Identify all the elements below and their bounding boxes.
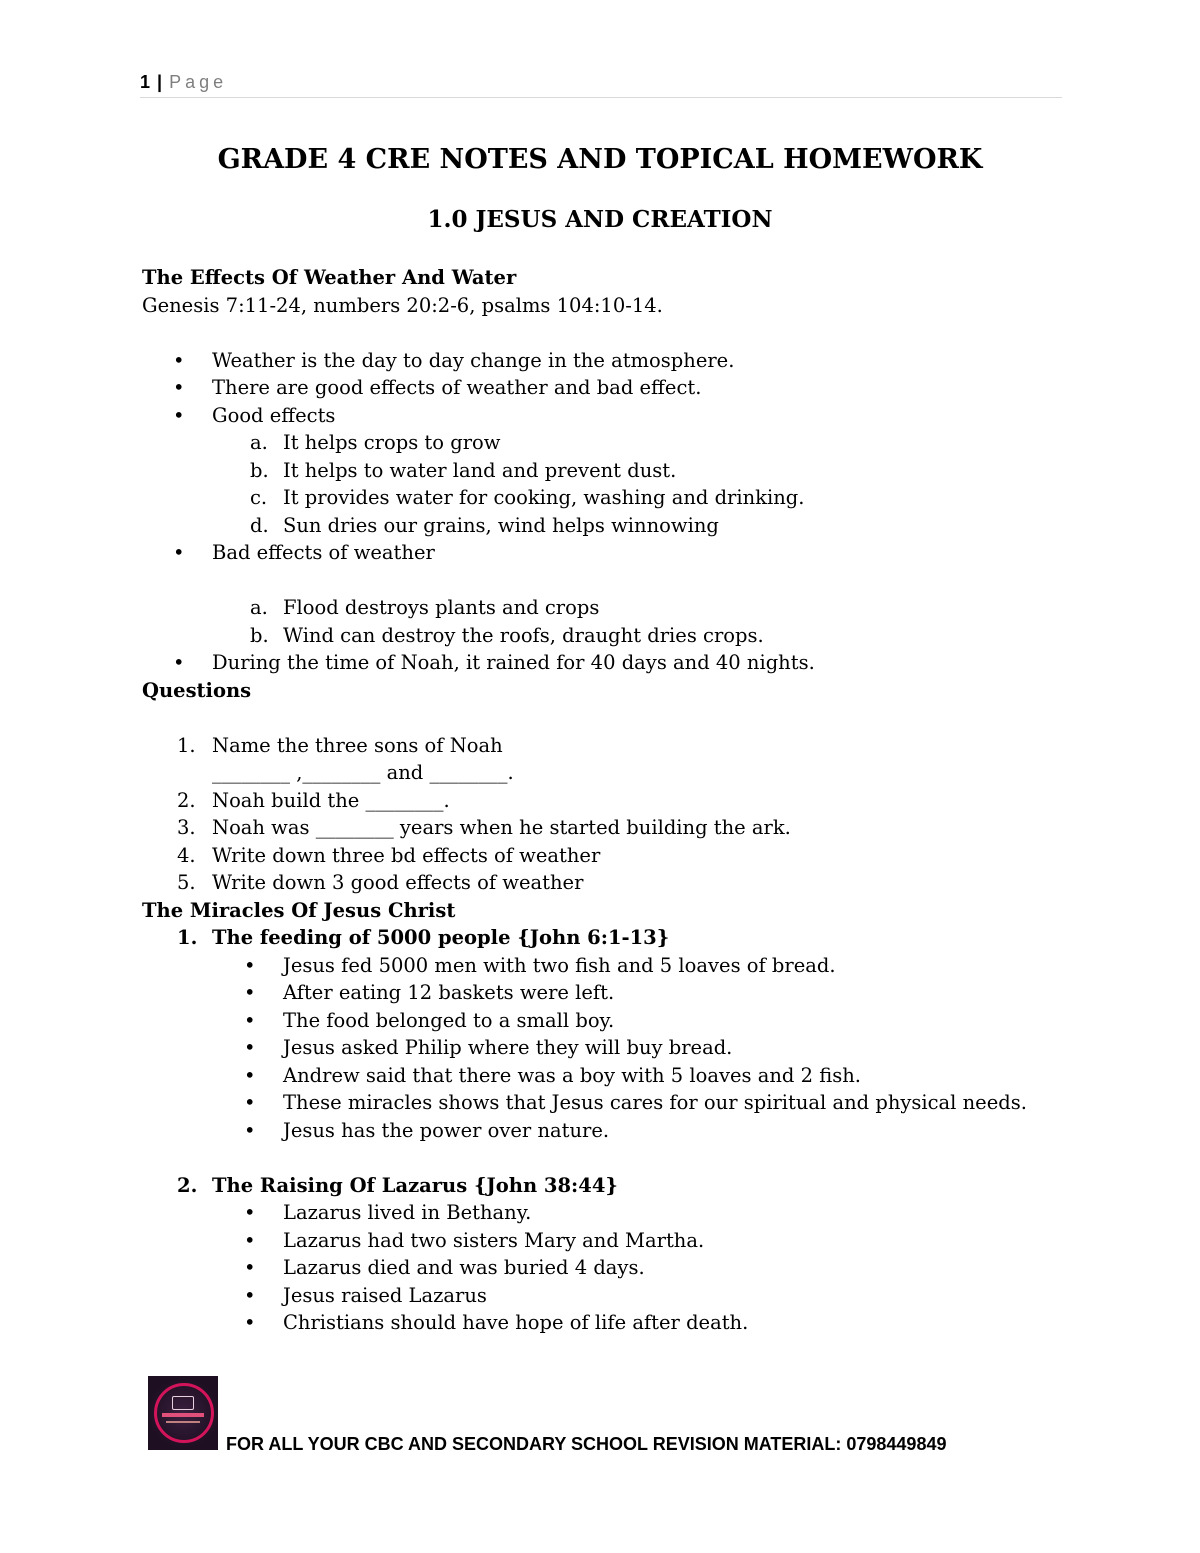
list-item: • Jesus raised Lazarus xyxy=(142,1282,1062,1310)
list-item: • These miracles shows that Jesus cares for our spiritual and physical needs. xyxy=(142,1089,1062,1117)
bad-effects-bullet xyxy=(142,539,1062,567)
list-item: c. It provides water for cooking, washing and drinking. xyxy=(250,486,805,509)
list-item: • Lazarus died and was buried 4 days. xyxy=(142,1254,1062,1282)
logo-banner xyxy=(162,1413,204,1417)
bullet-icon: • xyxy=(173,403,185,427)
bullet-icon: • xyxy=(244,1008,256,1032)
page-header xyxy=(140,72,1062,98)
bullet-icon: • xyxy=(244,1118,256,1142)
bullet-icon: • xyxy=(244,1036,256,1059)
list-item: • Jesus fed 5000 men with two fish and 5 loaves of bread. xyxy=(142,952,1062,980)
list-item: a. It helps crops to grow xyxy=(250,431,501,454)
bad-effects-list xyxy=(142,594,1062,649)
bible-reference: Genesis 7:11-24, numbers 20:2-6, psalms 104:10-14. xyxy=(142,293,663,317)
weather-bullet-list xyxy=(142,347,1062,430)
book-icon xyxy=(172,1396,194,1410)
list-item: 2. The Raising Of Lazarus {John 38:44} xyxy=(177,1173,618,1197)
bullet-icon: • xyxy=(244,981,256,1004)
bullet-icon: • xyxy=(244,1256,256,1279)
list-item: • Jesus asked Philip where they will buy bread. xyxy=(142,1034,1062,1062)
questions-heading: Questions xyxy=(142,678,252,702)
bullet-icon: • xyxy=(173,348,185,372)
list-item: • There are good effects of weather and bad effect. xyxy=(142,374,1062,402)
list-item: • Lazarus lived in Bethany. xyxy=(142,1199,1062,1227)
bullet-icon: • xyxy=(173,651,185,674)
good-effects-list xyxy=(142,429,1062,539)
list-item: b. It helps to water land and prevent dust. xyxy=(250,458,677,482)
page-separator: | xyxy=(157,72,163,92)
bullet-icon: • xyxy=(244,1311,256,1334)
list-item: • After eating 12 baskets were left. xyxy=(142,979,1062,1007)
list-item: a. Flood destroys plants and crops xyxy=(250,596,600,619)
questions-list xyxy=(142,732,1062,897)
section-heading-weather: The Effects Of Weather And Water xyxy=(142,266,517,289)
lazarus-heading xyxy=(142,1172,1062,1200)
bullet-icon: • xyxy=(173,376,185,399)
list-item: • Andrew said that there was a boy with 5 loaves and 2 fish. xyxy=(142,1062,1062,1090)
bullet-icon: • xyxy=(244,1228,256,1252)
list-item: b. Wind can destroy the roofs, draught dries crops. xyxy=(250,623,764,647)
page-footer xyxy=(148,1376,1068,1452)
list-item: 5. Write down 3 good effects of weather xyxy=(177,871,584,894)
footer-text: FOR ALL YOUR CBC AND SECONDARY SCHOOL REVISION MATERIAL: 0798449849 xyxy=(226,1434,947,1454)
list-item: • The food belonged to a small boy. xyxy=(142,1007,1062,1035)
list-item: 1. The feeding of 5000 people {John 6:1-13} xyxy=(177,926,670,949)
list-item: • Jesus has the power over nature. xyxy=(142,1117,1062,1145)
document-subtitle: 1.0 JESUS AND CREATION xyxy=(427,206,773,233)
list-item: ________ ,________ and ________. xyxy=(212,761,514,784)
list-item: 1. Name the three sons of Noah xyxy=(177,733,503,757)
feeding-heading xyxy=(142,924,1062,952)
list-item: • Lazarus had two sisters Mary and Martha. xyxy=(142,1227,1062,1255)
list-item: • Weather is the day to day change in the atmosphere. xyxy=(142,347,1062,375)
bullet-icon: • xyxy=(244,953,256,977)
list-item: • Good effects xyxy=(142,402,1062,430)
list-item: 3. Noah was ________ years when he started building the ark. xyxy=(177,816,791,839)
page-number: 1 xyxy=(140,72,151,92)
bullet-icon: • xyxy=(173,541,185,564)
document-body xyxy=(142,264,1062,1337)
list-item: • Bad effects of weather xyxy=(142,539,1062,567)
bullet-icon: • xyxy=(244,1091,256,1114)
list-item: 2. Noah build the ________. xyxy=(177,788,450,812)
list-item: • During the time of Noah, it rained for 40 days and 40 nights. xyxy=(142,649,1062,677)
feeding-points-list xyxy=(142,952,1062,1145)
bullet-icon: • xyxy=(244,1063,256,1087)
document-title: GRADE 4 CRE NOTES AND TOPICAL HOMEWORK xyxy=(217,144,983,175)
lazarus-points-list xyxy=(142,1199,1062,1337)
bullet-icon: • xyxy=(244,1283,256,1307)
bullet-icon: • xyxy=(244,1201,256,1224)
noah-bullet xyxy=(142,649,1062,677)
page-label: Page xyxy=(169,72,228,92)
list-item: 4. Write down three bd effects of weather xyxy=(177,843,601,867)
logo-subline xyxy=(166,1421,200,1423)
list-item: d. Sun dries our grains, wind helps winnowing xyxy=(250,513,719,537)
publisher-logo xyxy=(148,1376,218,1450)
list-item: • Christians should have hope of life after death. xyxy=(142,1309,1062,1337)
miracles-heading: The Miracles Of Jesus Christ xyxy=(142,898,456,922)
